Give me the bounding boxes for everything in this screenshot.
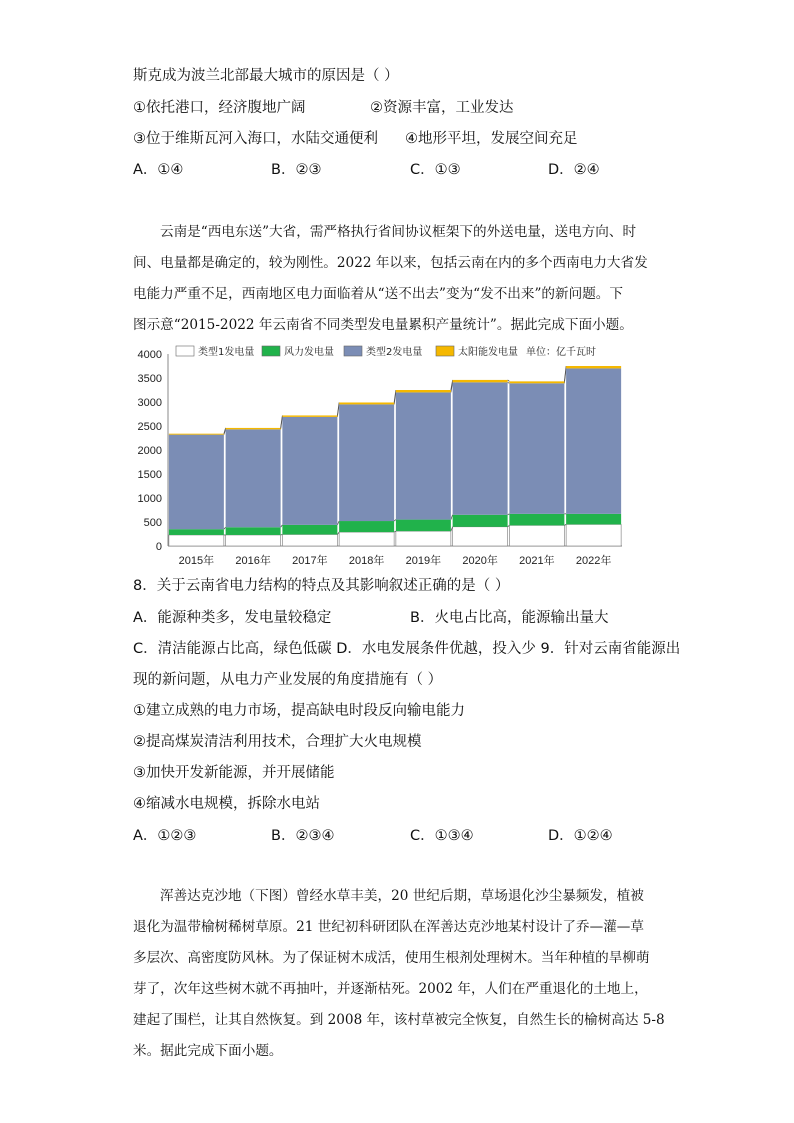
passage1-line-3: 电能力严重不足，西南地区电力面临着从“送不出去”变为“发不出来”的新问题。下 <box>133 286 623 302</box>
q8-option-a[interactable]: A．能源种类多，发电量较稳定 <box>133 610 332 626</box>
chart-bars <box>169 366 621 546</box>
q7-item-3: ③位于维斯瓦河入海口，水陆交通便利 <box>133 131 378 147</box>
series-connector <box>281 415 283 427</box>
x-tick-label: 2019年 <box>405 555 442 567</box>
x-tick-label: 2020年 <box>462 555 498 567</box>
bar-segment <box>282 534 337 546</box>
bar-segment <box>226 428 281 429</box>
q7-stem: 斯克成为波兰北部最大城市的原因是（ ） <box>133 68 399 84</box>
q8-stem: 8．关于云南省电力结构的特点及其影响叙述正确的是（ ） <box>133 578 510 594</box>
bar-segment <box>566 524 621 546</box>
q9-option-d[interactable]: D．①②④ <box>548 828 613 844</box>
passage1-line-1: 云南是“西电东送”大省，需严格执行省间协议框架下的外送电量，送电方向、时 <box>160 224 637 240</box>
bar-segment <box>169 434 224 435</box>
bar-segment <box>509 514 564 526</box>
bar-segment <box>226 535 281 546</box>
bar-segment <box>396 392 451 519</box>
power-generation-chart <box>130 342 630 574</box>
y-tick-label: 1500 <box>137 469 162 481</box>
y-tick-label: 1000 <box>137 493 162 505</box>
passage1-line-2: 间、电量都是确定的，较为刚性。2022 年以来，包括云南在内的多个西南电力大省发 <box>133 255 648 271</box>
y-tick-label: 0 <box>155 541 162 553</box>
q7-item-4: ④地形平坦，发展空间充足 <box>405 131 578 147</box>
y-tick-label: 500 <box>143 517 162 529</box>
bar-segment <box>566 368 621 513</box>
q7-option-a[interactable]: A．①④ <box>133 162 184 178</box>
q7-item-2: ②资源丰富，工业发达 <box>370 100 514 116</box>
q8-options-cd-and-q9-stem[interactable]: C．清洁能源占比高，绿色低碳 D．水电发展条件优越，投入少 9．针对云南省能源出 <box>133 641 681 657</box>
series-connector <box>337 521 339 525</box>
bar-segment <box>282 525 337 535</box>
q9-item-3: ③加快开发新能源，并开展储能 <box>133 765 335 781</box>
q9-stem: 现的新问题，从电力产业发展的角度措施有（ ） <box>133 672 443 688</box>
bar-segment <box>509 383 564 514</box>
bar-segment <box>453 515 508 527</box>
q9-option-b[interactable]: B．②③④ <box>271 828 335 844</box>
bar-segment <box>396 520 451 532</box>
y-tick-label: 3500 <box>137 373 162 385</box>
bar-segment <box>282 417 337 525</box>
bar-segment <box>339 521 394 532</box>
series-connector <box>451 515 453 520</box>
q7-option-b[interactable]: B．②③ <box>271 162 322 178</box>
x-tick-label: 2022年 <box>575 555 612 567</box>
q9-option-c[interactable]: C．①③④ <box>410 828 474 844</box>
legend-swatch <box>262 346 280 356</box>
y-tick-label: 2500 <box>137 421 162 433</box>
legend-label: 类型1发电量 <box>198 347 255 358</box>
bar-segment <box>566 366 621 368</box>
bar-segment <box>226 429 281 527</box>
chart-legend <box>176 345 596 358</box>
q7-option-c[interactable]: C．①③ <box>410 162 461 178</box>
q9-option-a[interactable]: A．①②③ <box>133 828 197 844</box>
passage2-line-5: 建起了围栏，让其自然恢复。到 2008 年，该村草被完全恢复，自然生长的榆树高达 5-8 <box>133 1012 665 1028</box>
bar-segment <box>396 390 451 392</box>
bar-segment <box>226 527 281 535</box>
bar-segment <box>453 382 508 514</box>
series-connector <box>224 527 226 529</box>
bar-segment <box>509 525 564 546</box>
legend-label: 太阳能发电量 <box>458 347 518 358</box>
bar-segment <box>396 531 451 546</box>
series-connector <box>394 520 396 521</box>
x-tick-label: 2017年 <box>292 555 328 567</box>
x-tick-label: 2015年 <box>178 555 215 567</box>
bar-segment <box>169 535 224 546</box>
x-tick-label: 2018年 <box>348 555 385 567</box>
legend-label: 风力发电量 <box>284 347 334 358</box>
passage2-line-4: 芽了，次年这些树木就不再抽叶，并逐渐枯死。2002 年，人们在严重退化的土地上， <box>133 981 648 997</box>
bar-segment <box>566 514 621 525</box>
series-connector <box>508 514 510 515</box>
chart-unit-label: 单位：亿千瓦时 <box>526 347 596 358</box>
q9-item-2: ②提高煤炭清洁利用技术，合理扩大火电规模 <box>133 734 422 750</box>
series-connector <box>281 525 283 527</box>
series-connector <box>508 382 510 383</box>
passage1-line-4: 图示意“2015-2022 年云南省不同类型发电量累积产量统计”。据此完成下面小题。 <box>133 317 633 333</box>
legend-label: 类型2发电量 <box>366 347 423 358</box>
passage2-line-3: 多层次、高密度防风林。为了保证树木成活，使用生根剂处理树木。当年种植的旱柳萌 <box>133 950 650 966</box>
legend-swatch <box>176 346 194 356</box>
q9-item-1: ①建立成熟的电力市场，提高缺电时段反向输电能力 <box>133 703 465 719</box>
bar-segment <box>453 527 508 546</box>
bar-segment <box>339 404 394 521</box>
bar-segment <box>453 380 508 382</box>
passage2-line-2: 退化为温带榆树稀树草原。21 世纪初科研团队在浑善达克沙地某村设计了乔—灌—草 <box>133 919 644 935</box>
y-tick-label: 4000 <box>137 349 162 361</box>
series-connector <box>508 380 510 381</box>
x-tick-label: 2016年 <box>235 555 271 567</box>
bar-segment <box>339 402 394 404</box>
bar-segment <box>169 529 224 535</box>
x-tick-label: 2021年 <box>519 555 555 567</box>
q7-item-1: ①依托港口，经济腹地广阔 <box>133 100 306 116</box>
passage2-line-1: 浑善达克沙地（下图）曾经水草丰美，20 世纪后期，草场退化沙尘暴频发，植被 <box>160 888 644 904</box>
bar-segment <box>339 532 394 546</box>
bar-segment <box>169 435 224 530</box>
passage2-line-6: 米。据此完成下面小题。 <box>133 1043 283 1059</box>
bar-segment <box>282 415 337 416</box>
legend-swatch <box>344 346 362 356</box>
y-tick-label: 3000 <box>137 397 162 409</box>
bar-segment <box>509 381 564 383</box>
q8-option-b[interactable]: B．火电占比高，能源输出量大 <box>410 610 609 626</box>
q9-item-4: ④缩减水电规模，拆除水电站 <box>133 796 320 812</box>
q7-option-d[interactable]: D．②④ <box>548 162 600 178</box>
y-tick-label: 2000 <box>137 445 162 457</box>
legend-swatch <box>436 346 454 356</box>
